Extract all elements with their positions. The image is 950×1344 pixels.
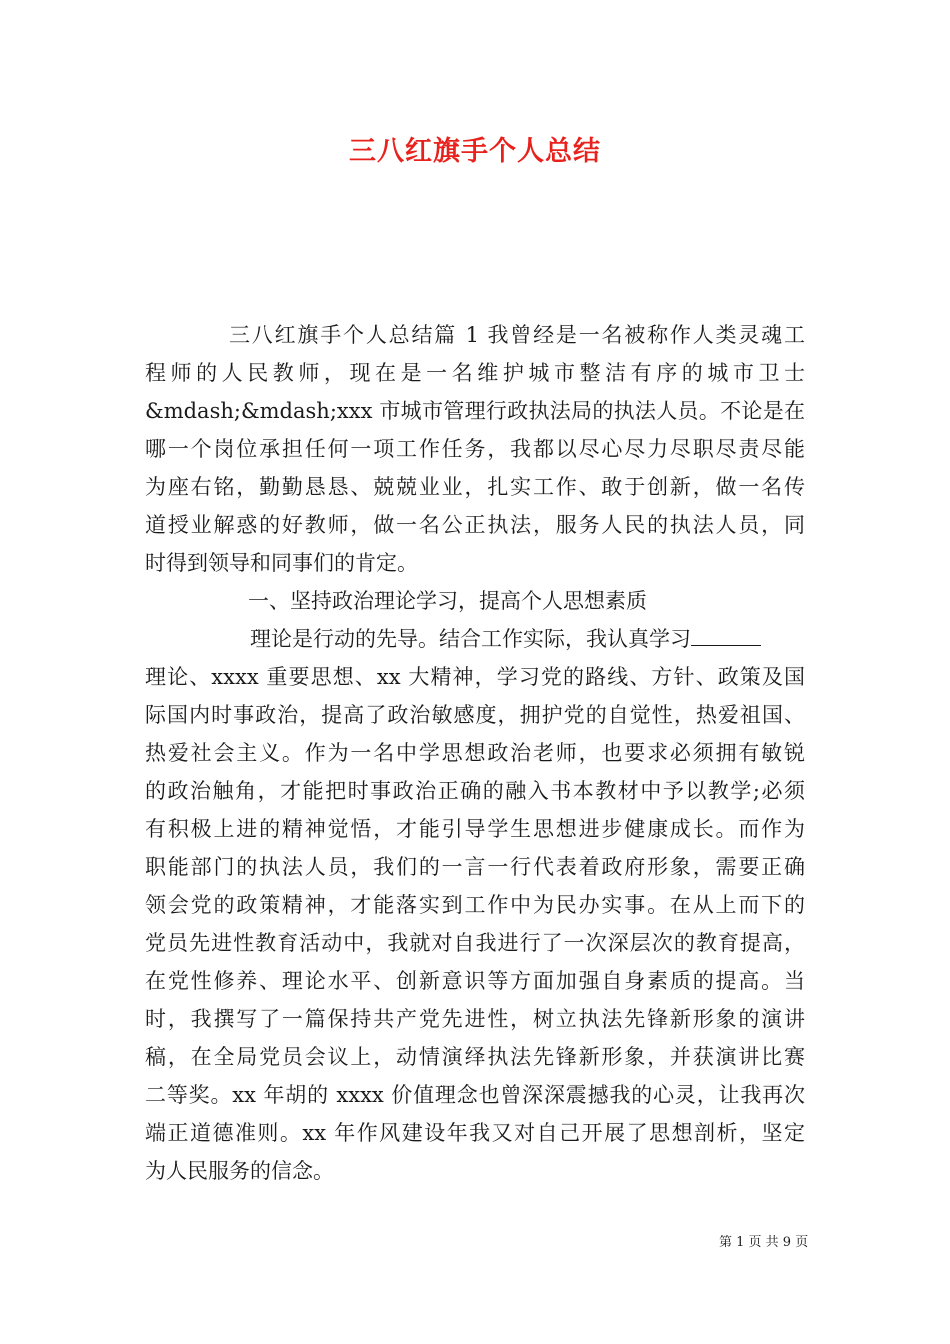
section-heading: 一、坚持政治理论学习，提高个人思想素质 — [248, 589, 647, 613]
paragraph-2-line-10: 在党性修养、理论水平、创新意识等方面加强自身素质的提高。当 — [145, 969, 805, 993]
paragraph-1-line-1: 三八红旗手个人总结篇 1 我曾经是一名被称作人类灵魂工 — [229, 323, 805, 347]
paragraph-1-line-4: 哪一个岗位承担任何一项工作任务，我都以尽心尽力尽职尽责尽能 — [145, 437, 805, 461]
paragraph-2-line-14: 端正道德准则。xx 年作风建设年我又对自己开展了思想剖析，坚定 — [145, 1121, 805, 1145]
paragraph-2-line-7: 职能部门的执法人员，我们的一言一行代表着政府形象，需要正确 — [145, 855, 805, 879]
paragraph-2-line-5: 的政治触角，才能把时事政治正确的融入书本教材中予以教学;必须 — [145, 779, 805, 803]
paragraph-2-line-6: 有积极上进的精神觉悟，才能引导学生思想进步健康成长。而作为 — [145, 817, 805, 841]
paragraph-2-line-4: 热爱社会主义。作为一名中学思想政治老师，也要求必须拥有敏锐 — [145, 741, 805, 765]
paragraph-2-line-2: 理论、xxxx 重要思想、xx 大精神，学习党的路线、方针、政策及国 — [145, 665, 805, 689]
paragraph-2-line-1-text: 理论是行动的先导。结合工作实际，我认真学习 — [250, 627, 691, 651]
fill-in-blank — [691, 627, 761, 646]
paragraph-1-line-3: &mdash;&mdash;xxx 市城市管理行政执法局的执法人员。不论是在 — [145, 399, 805, 423]
paragraph-1-line-2: 程师的人民教师，现在是一名维护城市整洁有序的城市卫士 — [145, 361, 805, 385]
page-number-footer: 第 1 页 共 9 页 — [719, 1235, 809, 1250]
paragraph-1-line-7: 时得到领导和同事们的肯定。 — [145, 551, 418, 575]
paragraph-2-line-8: 领会党的政策精神，才能落实到工作中为民办实事。在从上而下的 — [145, 893, 805, 917]
paragraph-2-line-13: 二等奖。xx 年胡的 xxxx 价值理念也曾深深震撼我的心灵，让我再次 — [145, 1083, 805, 1107]
paragraph-2-line-12: 稿，在全局党员会议上，动情演绎执法先锋新形象，并获演讲比赛 — [145, 1045, 805, 1069]
paragraph-2-line-1 — [250, 624, 810, 654]
paragraph-1-line-5: 为座右铭，勤勤恳恳、兢兢业业，扎实工作、敢于创新，做一名传 — [145, 475, 805, 499]
paragraph-2-line-9: 党员先进性教育活动中，我就对自我进行了一次深层次的教育提高， — [145, 931, 805, 955]
paragraph-2-line-15: 为人民服务的信念。 — [145, 1159, 334, 1183]
page-title: 三八红旗手个人总结 — [349, 136, 601, 167]
paragraph-2-line-3: 际国内时事政治，提高了政治敏感度，拥护党的自觉性，热爱祖国、 — [145, 703, 805, 727]
paragraph-2-line-11: 时，我撰写了一篇保持共产党先进性，树立执法先锋新形象的演讲 — [145, 1007, 805, 1031]
paragraph-1-line-6: 道授业解惑的好教师，做一名公正执法，服务人民的执法人员，同 — [145, 513, 805, 537]
